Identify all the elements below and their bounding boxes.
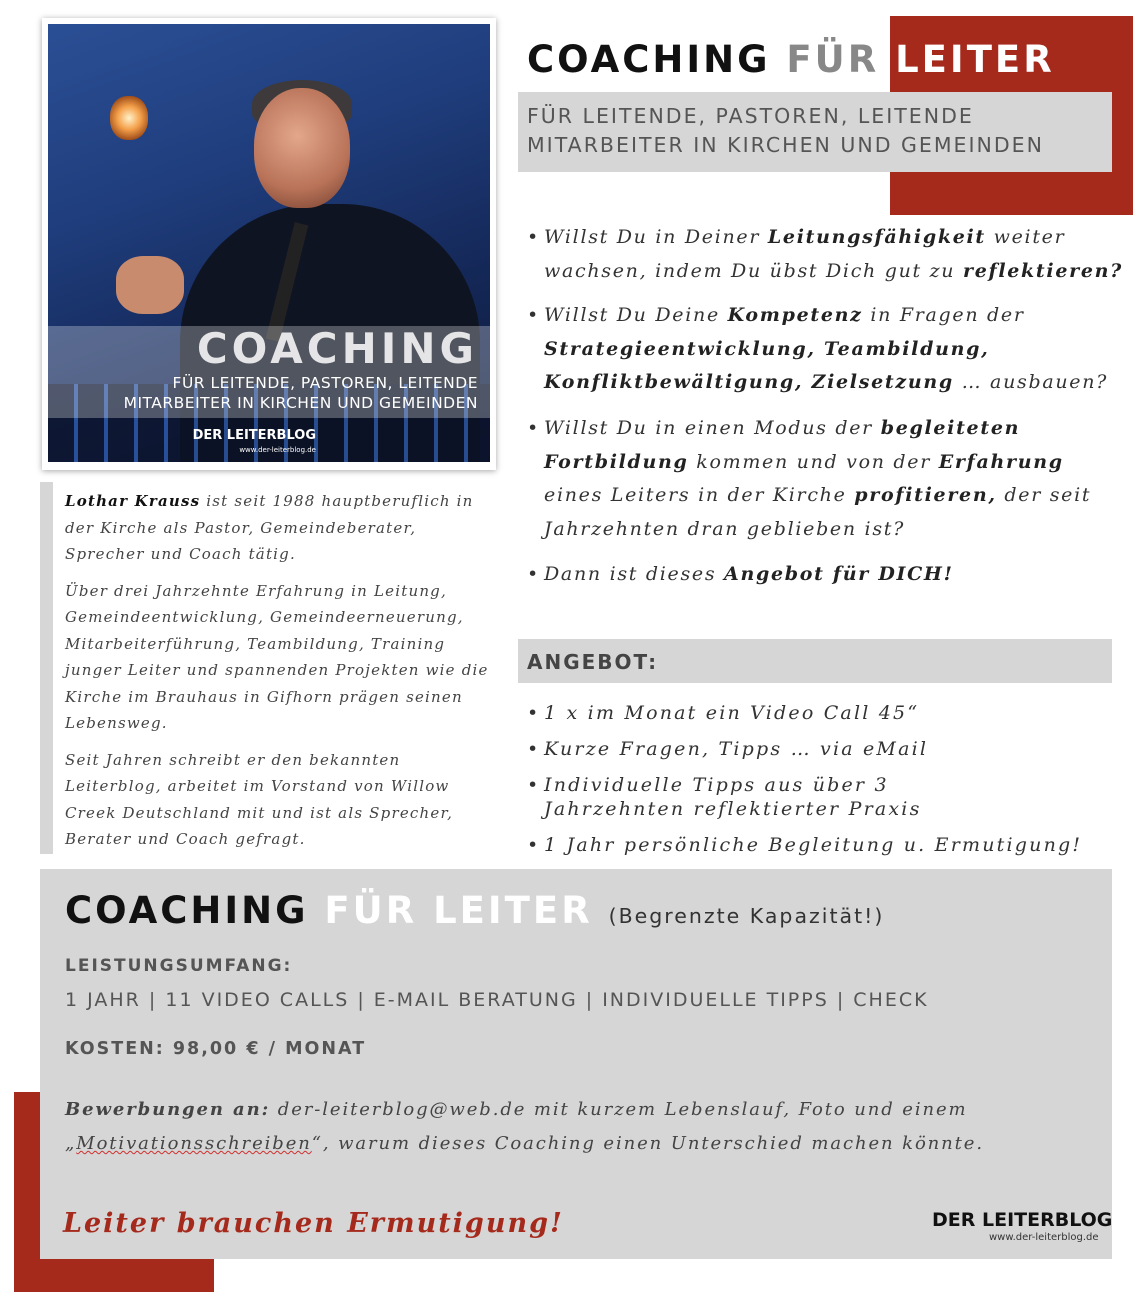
offer-item-text: Kurze Fragen, Tipps … via eMail [544,738,929,760]
bio-intro: ist seit 1988 hauptberuflich in der Kirche als Pastor, Gemeindeberater, Sprecher und Coach tätig. [65,492,474,563]
title-word-fuer: FÜR [786,38,880,81]
application-rest: “, warum dieses Coaching einen Unterschied machen könnte. [311,1133,984,1154]
question-2: • Willst Du Deine Kompetenz in Fragen der Strategieentwicklung, Teambildung, Konfliktbewältigung, Zielsetzung … ausbauen? [527,299,1127,400]
bullet: • [527,774,541,796]
bullet: • [527,417,540,439]
slogan: Leiter brauchen Ermutigung! [63,1208,564,1239]
photo-brand-logo: DER LEITERBLOG [192,428,316,443]
photo-subtitle-line1: FÜR LEITENDE, PASTOREN, LEITENDE [172,374,478,392]
scope-label: LEISTUNGSUMFANG: [65,956,293,976]
price: KOSTEN: 98,00 € / MONAT [65,1039,367,1059]
speaker-photo [48,24,490,462]
bio-paragraph-3: Seit Jahren schreibt er den bekannten Leiterblog, arbeitet im Vorstand von Willow Creek Deutschland mit und ist als Sprecher, Berater und Coach gefragt. [65,750,454,848]
subtitle-line2: MITARBEITER IN KIRCHEN UND GEMEINDEN [527,133,1044,157]
offer-item [527,773,1027,821]
bio-text [65,488,495,863]
pricing-title-coaching: COACHING [65,889,309,932]
bullet: • [527,738,541,760]
application-info [65,1093,1105,1161]
bio-accent-bar [40,482,53,854]
pricing-title-fuer-leiter: FÜR LEITER [324,889,593,932]
brand-logo: DER LEITERBLOG [932,1209,1113,1231]
bullet: • [527,563,540,585]
photo-brand-url: www.der-leiterblog.de [239,446,316,454]
bio-paragraph-2: Über drei Jahrzehnte Erfahrung in Leitung, Gemeindeentwicklung, Gemeindeerneuerung, Mitarbeiterführung, Teambildung, Training junger Leiter und spannenden Projekten wie die Kirche im Brauhaus in Gifhorn prägen seinen Lebensweg. [65,581,489,732]
bullet: • [527,834,541,856]
title-word-coaching: COACHING [527,38,771,81]
offer-item-text: 1 Jahr persönliche Begleitung u. Ermutigung! [544,834,1083,856]
photo-subtitle-line2: MITARBEITER IN KIRCHEN UND GEMEINDEN [123,394,478,412]
offer-item [527,701,1127,725]
title-word-leiter: LEITER [895,38,1055,81]
angebot-label: ANGEBOT: [527,650,659,674]
speaker-head [254,88,350,208]
bio-name: Lothar Krauss [65,492,201,510]
scope-list: 1 JAHR | 11 VIDEO CALLS | E-MAIL BERATUNG | INDIVIDUELLE TIPPS | CHECK [65,989,929,1011]
application-label: Bewerbungen an: [65,1099,271,1120]
bullet: • [527,702,541,724]
brand-url: www.der-leiterblog.de [989,1232,1099,1243]
offer-item [527,737,1127,761]
offer-item [527,833,1127,857]
question-1: • Willst Du in Deiner Leitungsfähigkeit weiter wachsen, indem Du übst Dich gut zu reflektieren? [527,221,1127,288]
bullet: • [527,304,540,326]
pricing-title [65,889,884,932]
question-4: • Dann ist dieses Angebot für DICH! [527,558,1127,592]
stage-light [110,96,148,140]
photo-title: COACHING [196,324,478,373]
offer-item-text: Individuelle Tipps aus über 3 Jahrzehnten reflektierter Praxis [544,774,922,820]
subtitle-line1: FÜR LEITENDE, PASTOREN, LEITENDE [527,104,974,128]
offer-item-text: 1 x im Monat ein Video Call 45“ [544,702,920,724]
bio-paragraph-1 [65,488,495,568]
speaker-hand [116,256,184,314]
page-title [527,38,1055,81]
capacity-note: (Begrenzte Kapazität!) [608,904,885,928]
motivation-letter-word: Motivationsschreiben [76,1133,312,1154]
cover-photo [42,18,496,470]
application-email-text: der-leiterblog@web.de mit kurzem Lebenslauf, Foto und einem „ [65,1099,968,1154]
bullet: • [527,226,540,248]
question-3: • Willst Du in einen Modus der begleiteten Fortbildung kommen und von der Erfahrung eines Leiters in der Kirche profitieren, der seit Jahrzehnten dran geblieben ist? [527,412,1127,546]
